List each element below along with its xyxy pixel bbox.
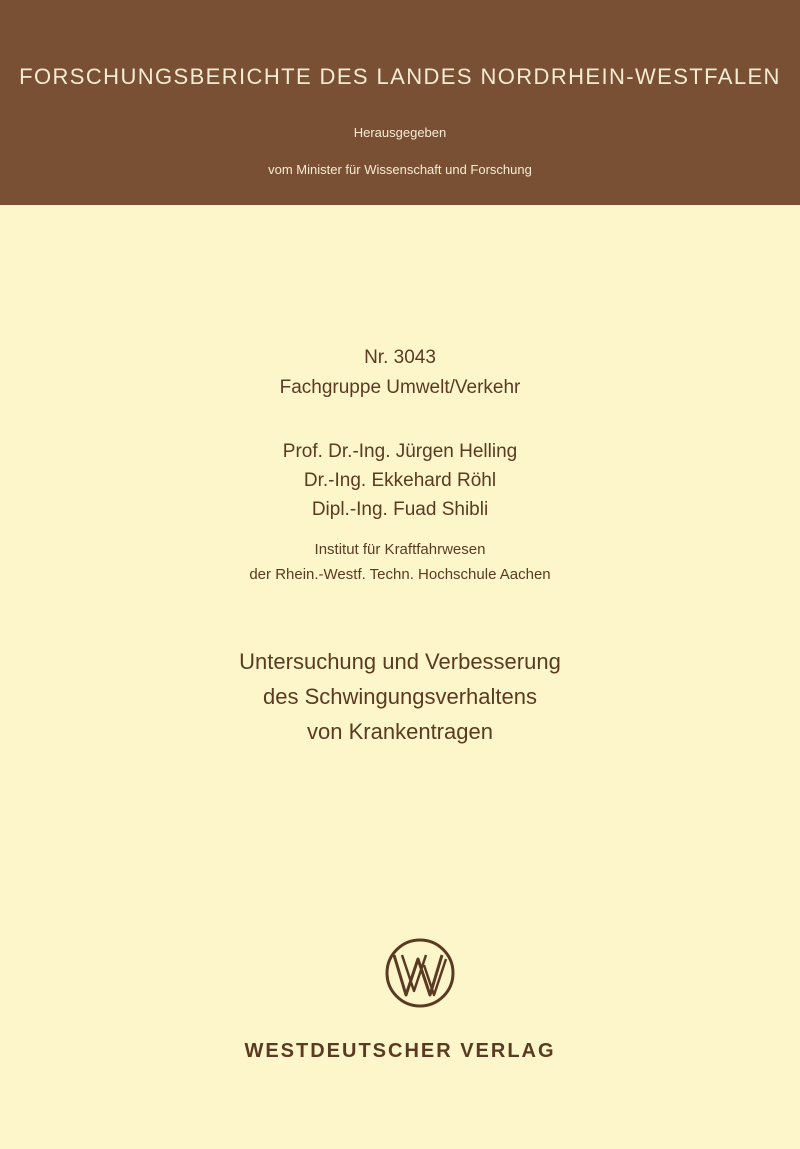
issued-by: Herausgegeben — [353, 125, 447, 140]
series-title: FORSCHUNGSBERICHTE DES LANDES NORDRHEIN-WESTFALEN — [19, 64, 781, 89]
header-band — [0, 0, 800, 205]
institute-line: der Rhein.-Westf. Techn. Hochschule Aachen — [249, 566, 551, 583]
report-group: Fachgruppe Umwelt/Verkehr — [279, 377, 521, 398]
author: Dipl.-Ing. Fuad Shibli — [311, 499, 489, 520]
book-title — [0, 644, 800, 749]
title-line: des Schwingungsverhaltens — [263, 684, 537, 709]
title-line: Untersuchung und Verbesserung — [239, 649, 561, 674]
report-number: Nr. 3043 — [364, 347, 436, 368]
report-info — [0, 343, 800, 403]
author: Dr.-Ing. Ekkehard Röhl — [303, 470, 497, 491]
author-list — [0, 437, 800, 524]
institute-line: Institut für Kraftfahrwesen — [314, 541, 486, 558]
institute — [0, 537, 800, 587]
wv-monogram-icon — [384, 937, 456, 1009]
title-line: von Krankentragen — [307, 719, 493, 744]
author: Prof. Dr.-Ing. Jürgen Helling — [282, 441, 518, 462]
publisher-name: WESTDEUTSCHER VERLAG — [244, 1040, 556, 1062]
minister-line: vom Minister für Wissenschaft und Forschung — [268, 162, 532, 177]
